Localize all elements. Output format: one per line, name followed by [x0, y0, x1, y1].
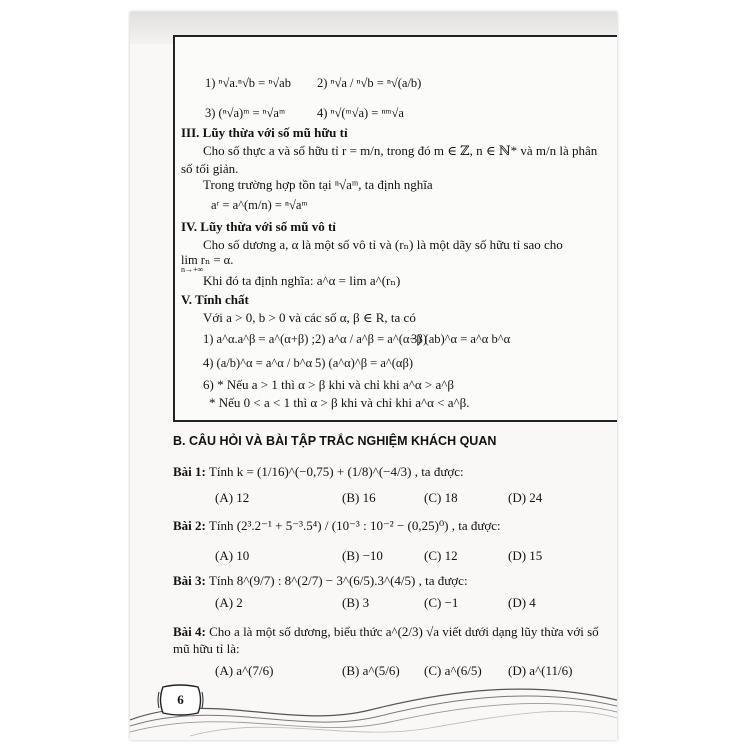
exercise-1-option-a[interactable]: (A) 12 [215, 490, 250, 505]
section-3-title: III. Lũy thừa với số mũ hữu tỉ [181, 125, 348, 140]
exercise-4 [173, 624, 599, 640]
formula-1: 1) ⁿ√a.ⁿ√b = ⁿ√ab [205, 76, 291, 90]
exercise-3-option-b[interactable]: (B) 3 [342, 595, 370, 610]
exercise-2-option-d[interactable]: (D) 15 [508, 548, 543, 563]
exercise-3-label: Bài 3: [173, 573, 206, 588]
page-number: 6 [177, 692, 184, 707]
exercise-4-question-line-2: mũ hữu tỉ là: [173, 641, 240, 656]
section-4-limit: lim rₙ = α. [181, 253, 234, 267]
formula-2: 2) ⁿ√a / ⁿ√b = ⁿ√(a/b) [317, 76, 422, 90]
exercise-2-option-a[interactable]: (A) 10 [215, 548, 250, 563]
exercise-4-label: Bài 4: [173, 624, 206, 639]
exercise-4-option-c[interactable]: (C) a^(6/5) [424, 663, 482, 678]
section-3-paragraph-1b: số tối giản. [181, 161, 239, 176]
property-6: 6) * Nếu a > 1 thì α > β khi và chỉ khi a^α > a^β [203, 377, 454, 392]
exercise-1-question: Tính k = (1/16)^(−0,75) + (1/8)^(−4/3) , ta được: [208, 464, 464, 479]
property-5: 5) (a^α)^β = a^(αβ) [315, 356, 413, 370]
exercise-4-option-b[interactable]: (B) a^(5/6) [342, 663, 400, 678]
section-4-title: IV. Lũy thừa với số mũ vô tỉ [181, 219, 336, 234]
exercise-1-label: Bài 1: [173, 464, 206, 479]
formula-4: 4) ⁿ√(ᵐ√a) = ⁿᵐ√a [317, 106, 404, 120]
property-7: * Nếu 0 < a < 1 thì α > β khi và chỉ khi a^α < a^β. [209, 395, 470, 410]
section-4-paragraph-1: Cho số dương a, α là một số vô tỉ và (rₙ) là một dãy số hữu tỉ sao cho [203, 237, 563, 252]
property-4: 4) (a/b)^α = a^α / b^α [203, 356, 313, 370]
exercise-1-option-c[interactable]: (C) 18 [424, 490, 458, 505]
formula-3: 3) (ⁿ√a)ᵐ = ⁿ√aᵐ [205, 106, 286, 120]
section-4-limit-subscript: n→+∞ [181, 265, 204, 274]
exercise-2 [173, 518, 501, 534]
section-3-definition: aʳ = a^(m/n) = ⁿ√aᵐ [211, 198, 308, 212]
book-page [130, 12, 617, 740]
exercise-1 [173, 464, 464, 480]
section-5-paragraph-1: Với a > 0, b > 0 và các số α, β ∈ R, ta có [203, 310, 416, 325]
exercise-2-label: Bài 2: [173, 518, 206, 533]
exercise-4-question: Cho a là một số dương, biểu thức a^(2/3) √a viết dưới dạng lũy thừa với số [209, 624, 599, 639]
exercise-3-option-a[interactable]: (A) 2 [215, 595, 243, 610]
section-3-paragraph-1: Cho số thực a và số hữu tỉ r = m/n, trong đó m ∈ ℤ, n ∈ ℕ* và m/n là phân [203, 143, 598, 158]
property-1: 1) a^α.a^β = a^(α+β) ; [203, 332, 315, 346]
exercise-2-option-b[interactable]: (B) −10 [342, 548, 383, 563]
exercise-1-option-b[interactable]: (B) 16 [342, 490, 376, 505]
section-4-paragraph-2: Khi đó ta định nghĩa: a^α = lim a^(rₙ) [203, 273, 401, 288]
exercise-3-question: Tính 8^(9/7) : 8^(2/7) − 3^(6/5).3^(4/5) , ta được: [208, 573, 468, 588]
section-5-title: V. Tính chất [181, 292, 249, 307]
property-2: 2) a^α / a^β = a^(α−β) [315, 332, 427, 346]
theory-box [173, 35, 617, 422]
exercise-3-option-c[interactable]: (C) −1 [424, 595, 459, 610]
exercise-2-question: Tính (2³.2⁻¹ + 5⁻³.5⁴) / (10⁻³ : 10⁻² − (0,25)⁰) , ta được: [208, 518, 501, 533]
exercise-1-option-d[interactable]: (D) 24 [508, 490, 543, 505]
exercise-3 [173, 573, 468, 589]
section-3-paragraph-2: Trong trường hợp tồn tại ⁿ√aᵐ, ta định nghĩa [203, 177, 433, 192]
section-b-title: B. CÂU HỎI VÀ BÀI TẬP TRẮC NGHIỆM KHÁCH QUAN [173, 434, 497, 448]
property-3: 3) (ab)^α = a^α b^α [411, 332, 511, 346]
exercise-4-option-a[interactable]: (A) a^(7/6) [215, 663, 274, 678]
exercise-3-option-d[interactable]: (D) 4 [508, 595, 536, 610]
exercise-4-option-d[interactable]: (D) a^(11/6) [508, 663, 573, 678]
exercise-2-option-c[interactable]: (C) 12 [424, 548, 458, 563]
